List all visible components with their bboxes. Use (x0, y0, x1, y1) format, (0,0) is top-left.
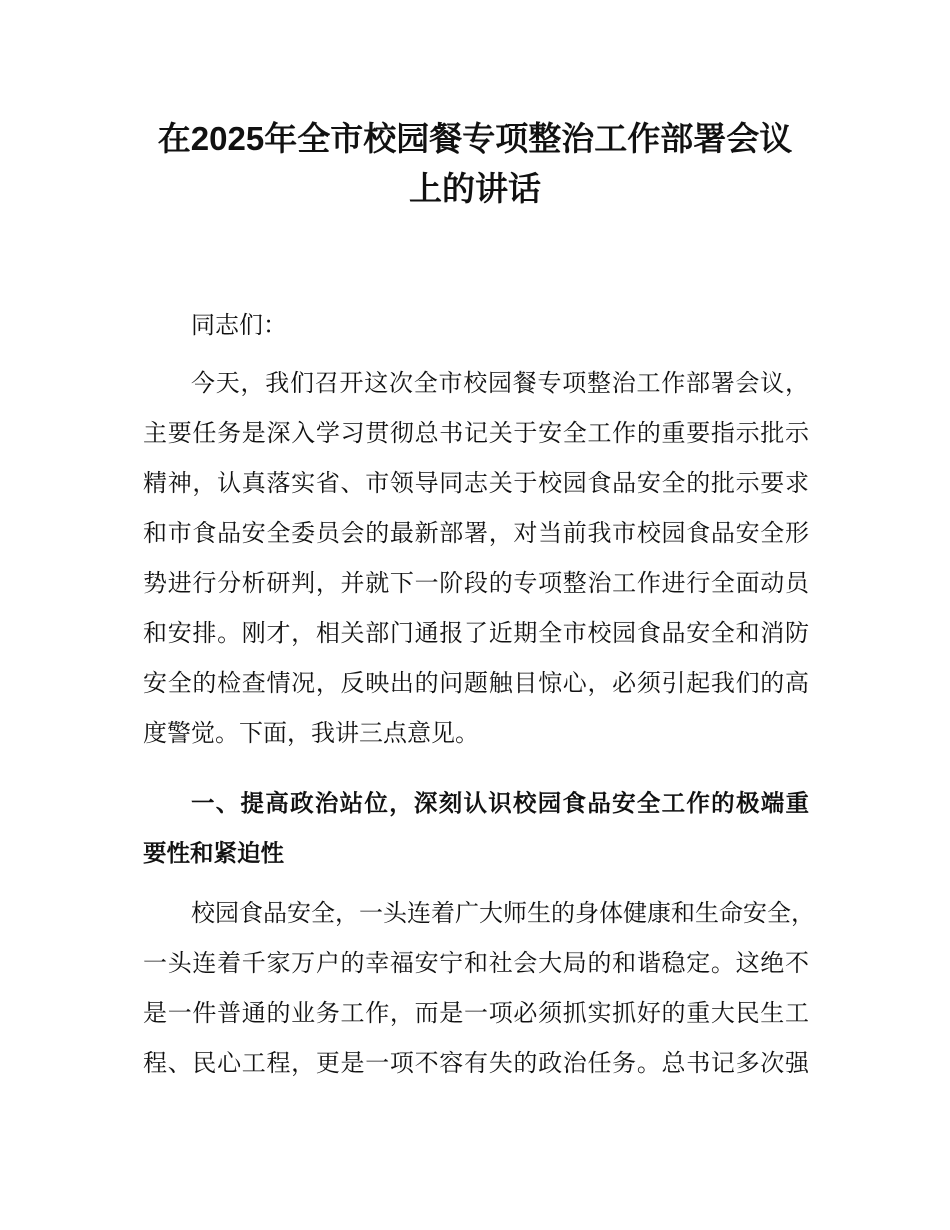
text-line: 今天，我们召开这次全市校园餐专项整治工作部署会议， (191, 369, 809, 397)
text-line: 同志们： (191, 311, 287, 339)
paragraph-intro (143, 358, 809, 758)
text-line: 要性和紧迫性 (143, 840, 284, 866)
text-line: 和市食品安全委员会的最新部署，对当前我市校园食品安全形 (143, 519, 809, 547)
salutation (143, 300, 809, 350)
title-line: 上的讲话 (409, 170, 541, 207)
paragraph-body (143, 888, 815, 1088)
section-heading (143, 778, 809, 878)
text-line: 势进行分析研判，并就下一阶段的专项整治工作进行全面动员 (143, 569, 809, 597)
title-line: 在2025年全市校园餐专项整治工作部署会议 (157, 120, 793, 157)
text-line: 精神，认真落实省、市领导同志关于校园食品安全的批示要求 (143, 469, 809, 497)
text-line: 校园食品安全，一头连着广大师生的身体健康和生命安全， (191, 899, 815, 927)
text-line: 安全的检查情况，反映出的问题触目惊心，必须引起我们的高 (143, 669, 809, 697)
text-line: 程、民心工程，更是一项不容有失的政治任务。总书记多次强 (143, 1049, 809, 1077)
text-line: 一头连着千家万户的幸福安宁和社会大局的和谐稳定。这绝不 (143, 949, 809, 977)
text-line: 是一件普通的业务工作，而是一项必须抓实抓好的重大民生工 (143, 999, 809, 1027)
text-line: 主要任务是深入学习贯彻总书记关于安全工作的重要指示批示 (143, 419, 809, 447)
text-line: 和安排。刚才，相关部门通报了近期全市校园食品安全和消防 (143, 619, 809, 647)
text-line: 度警觉。下面，我讲三点意见。 (143, 719, 479, 747)
document-title (130, 114, 820, 214)
text-line: 一、提高政治站位，深刻认识校园食品安全工作的极端重 (191, 790, 809, 816)
